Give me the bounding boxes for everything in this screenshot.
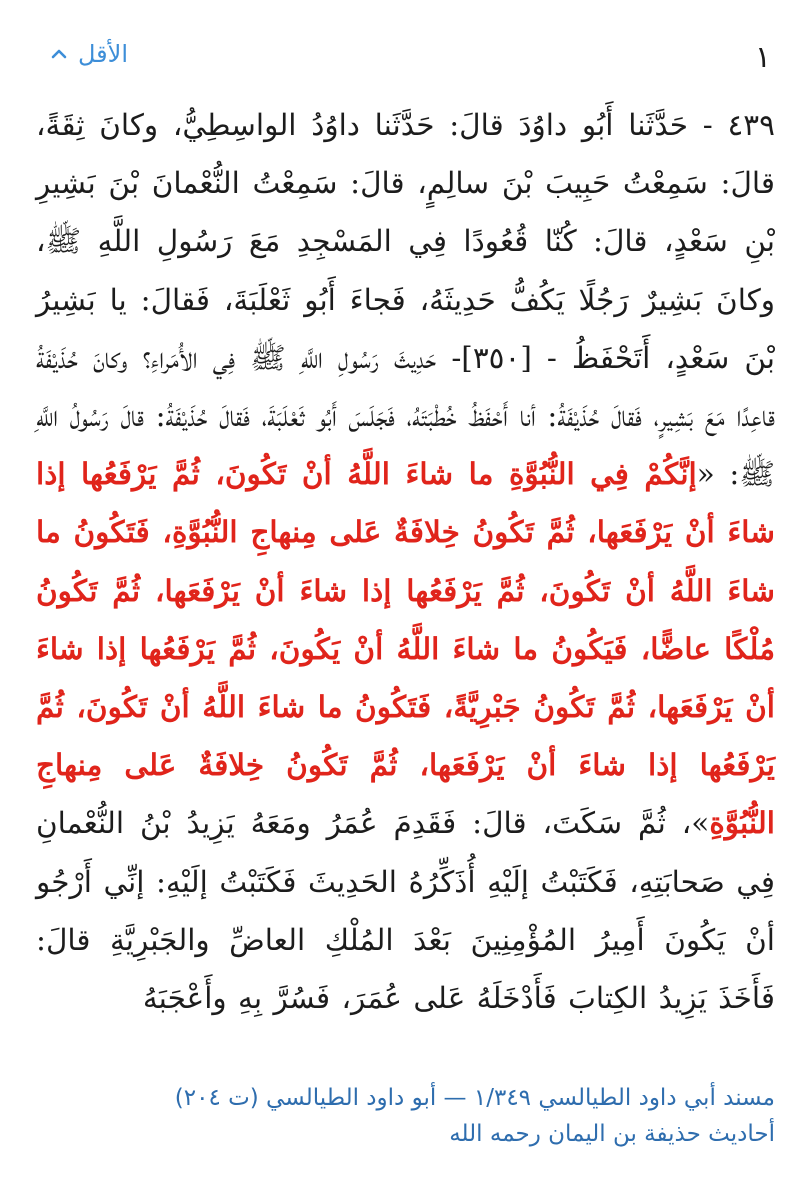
- chevron-up-icon: [48, 43, 70, 65]
- source-chapter-link[interactable]: أحاديث حذيفة بن اليمان رحمه الله: [449, 1121, 775, 1147]
- hadith-outro: »، ثُمَّ سَكَتَ، قالَ: فَقَدِمَ عُمَرُ ومَعَهُ يَزِيدُ بْنُ النُّعْمانِ فِي صَحابَتِهِ، فَكَتَبْتُ إلَيْهِ أُذَكِّرُهُ الحَدِيثَ فَكَتَبْتُ إلَيْهِ: إنِّي أَرْجُو أنْ يَكُونَ أَمِيرُ المُؤْمِنِينَ بَعْدَ المُلْكِ العاضِّ والجَبْرِيَّةِ قالَ: فَأَخَذَ يَزِيدُ الكِتابَ فَأَدْخَلَهُ عَلى عُمَرَ، فَسُرَّ بِهِ وأَعْجَبَهُ: [36, 806, 775, 1016]
- hadith-text: [36, 96, 775, 1027]
- top-bar: [48, 40, 771, 84]
- hadith-intro: ٤٣٩ - حَدَّثَنا أَبُو داوُدَ قالَ: حَدَّثَنا داوُدُ الواسِطِيُّ، وكانَ ثِقَةً، قالَ: سَمِعْتُ حَبِيبَ بْنَ سالِمٍ، قالَ: سَمِعْتُ النُّعْمانَ بْنَ بَشِيرِ بْنِ سَعْدٍ، قالَ: كُنّا قُعُودًا فِي المَسْجِدِ مَعَ رَسُولِ اللَّهِ ﷺ، وكانَ بَشِيرٌ رَجُلًا يَكُفُّ حَدِيثَهُ، فَجاءَ أَبُو ثَعْلَبَةَ، فَقالَ: يا بَشِيرُ بْنَ سَعْدٍ، أَتَحْفَظُ - [٣٥٠]- حَدِيثَ رَسُولِ اللَّهِ ﷺ فِي الأُمَراءِ؟ وكانَ حُذَيْفَةُ قاعِدًا مَعَ بَشِيرٍ، فَقالَ حُذَيْفَةُ: أنا أَحْفَظُ خُطْبَتَهُ، فَجَلَسَ أَبُو ثَعْلَبَةَ، فَقالَ حُذَيْفَةُ: قالَ رَسُولُ اللَّهِ ﷺ: «: [36, 108, 775, 492]
- collapse-button[interactable]: [48, 40, 128, 68]
- source-reference: [36, 1080, 775, 1152]
- source-book-link[interactable]: مسند أبي داود الطيالسي ١/٣٤٩ — أبو داود الطيالسي (ت ٢٠٤): [174, 1085, 775, 1111]
- page-number: ١: [754, 40, 771, 75]
- hadith-highlight: إنَّكُمْ فِي النُّبُوَّةِ ما شاءَ اللَّهُ أنْ تَكُونَ، ثُمَّ يَرْفَعُها إذا شاءَ أنْ يَرْفَعَها، ثُمَّ تَكُونُ خِلافَةٌ عَلى مِنهاجِ النُّبُوَّةِ، فَتَكُونُ ما شاءَ اللَّهُ أنْ تَكُونَ، ثُمَّ يَرْفَعُها إذا شاءَ أنْ يَرْفَعَها، ثُمَّ تَكُونُ مُلْكًا عاضًّا، فَيَكُونُ ما شاءَ اللَّهُ أنْ يَكُونَ، ثُمَّ يَرْفَعُها إذا شاءَ أنْ يَرْفَعَها، ثُمَّ تَكُونُ جَبْرِيَّةً، فَتَكُونُ ما شاءَ اللَّهُ أنْ تَكُونَ، ثُمَّ يَرْفَعُها إذا شاءَ أنْ يَرْفَعَها، ثُمَّ تَكُونُ خِلافَةٌ عَلى مِنهاجِ النُّبُوَّةِ: [36, 456, 775, 841]
- collapse-label: الأقل: [78, 40, 129, 68]
